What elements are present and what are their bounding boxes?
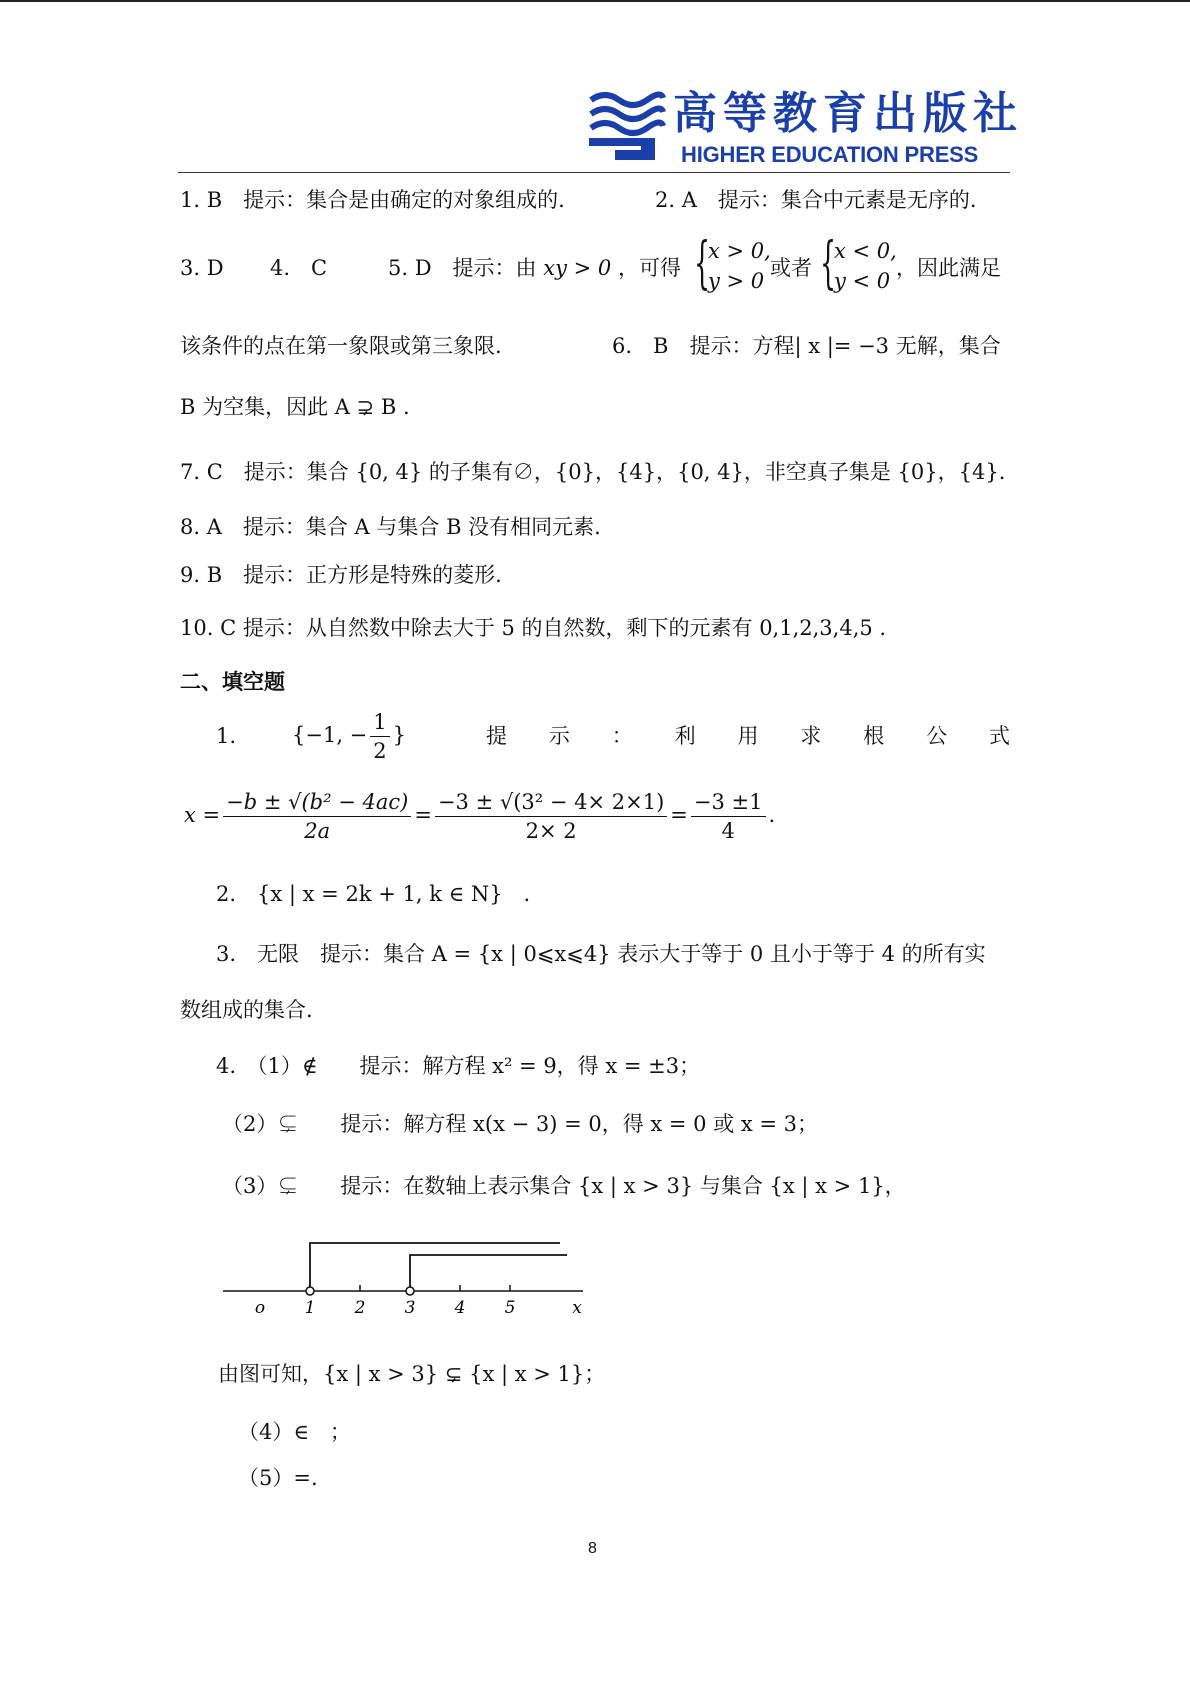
fill-1-set-pre: {−1, − xyxy=(292,723,368,747)
hint-char: 求 xyxy=(800,724,822,748)
system-1-row-1: x > 0, xyxy=(708,239,771,263)
fill-4-5: （5）=. xyxy=(238,1466,318,1490)
fill-1-hint xyxy=(486,722,1010,750)
number-line-label: o xyxy=(254,1298,266,1318)
set-ray-x-gt-1 xyxy=(310,1243,560,1287)
hint-char: 式 xyxy=(989,724,1010,748)
system-1: { x > 0, y > 0 xyxy=(694,231,771,296)
fill-1-num: 1. xyxy=(216,724,237,748)
top-border xyxy=(0,0,1190,2)
answer-8: 8. A 提示：集合 A 与集合 B 没有相同元素. xyxy=(180,515,601,539)
hint-char: 根 xyxy=(863,724,885,748)
answer-1: 1. B 提示：集合是由确定的对象组成的. xyxy=(180,188,565,212)
publisher-name-cn: 高等教育出版社 xyxy=(673,88,1023,139)
fill-1-set xyxy=(292,708,406,765)
answer-5-text: 5. D 提示：由 xyxy=(388,256,537,280)
answer-5-cont: ，可得 xyxy=(617,256,681,280)
system-2: { x < 0, y < 0 xyxy=(820,231,897,296)
page-number: 8 xyxy=(588,1540,597,1557)
formula-frac-3-num: −3 ±1 xyxy=(691,788,766,817)
formula-frac-1-num: −b ± √(b² − 4ac) xyxy=(223,788,411,817)
answer-5-cont2: 该条件的点在第一象限或第三象限. xyxy=(180,334,502,358)
system-2-row-2: y < 0 xyxy=(834,269,891,293)
answer-2: 2. A 提示：集合中元素是无序的. xyxy=(655,188,977,212)
set-ray-x-gt-3 xyxy=(410,1255,567,1287)
system-2-row-1: x < 0, xyxy=(834,239,897,263)
answer-7: 7. C 提示：集合 {0, 4} 的子集有∅，{0}，{4}，{0, 4}，非空真子集是 {0}，{4}. xyxy=(180,460,1006,484)
fill-4-4: （4）∈ ； xyxy=(238,1420,351,1444)
publisher-emblem-icon xyxy=(585,88,667,168)
formula-eq-3: = xyxy=(670,803,688,827)
number-line-label: 4 xyxy=(454,1298,466,1318)
fill-3-cont: 数组成的集合. xyxy=(180,998,313,1022)
number-line-label: 1 xyxy=(304,1298,316,1318)
answer-6: 6. B 提示：方程| x |= −3 无解，集合 xyxy=(612,334,1001,358)
system-1-row-2: y > 0 xyxy=(708,269,765,293)
answer-5 xyxy=(388,254,681,282)
number-line-label: 5 xyxy=(504,1298,516,1318)
fill-4-1: 4. （1）∉ 提示：解方程 x² = 9，得 x = ±3； xyxy=(216,1054,701,1078)
hint-char: 示 xyxy=(548,724,570,748)
hint-char: 利 xyxy=(674,724,696,748)
number-line-label: 3 xyxy=(404,1298,416,1318)
answer-3: 3. D xyxy=(180,256,224,280)
fill-1-set-num: 1 xyxy=(370,708,389,737)
answer-10: 10. C 提示：从自然数中除去大于 5 的自然数，剩下的元素有 0,1,2,3,4,5 . xyxy=(180,616,887,640)
answer-4: 4. C xyxy=(270,256,328,280)
section-heading: 二、填空题 xyxy=(180,670,285,694)
header-rule xyxy=(178,172,1010,173)
formula-lhs: x = xyxy=(184,803,221,827)
hint-char: ： xyxy=(611,724,633,748)
publisher-name-en: HIGHER EDUCATION PRESS xyxy=(681,142,979,167)
answer-5-end: ，因此满足 xyxy=(896,256,1001,280)
fill-4-3: （3）⊊ 提示：在数轴上表示集合 {x | x > 3} 与集合 {x | x > 1}， xyxy=(222,1174,906,1198)
publisher-logo xyxy=(585,88,1023,170)
fill-2: 2. {x | x = 2k + 1, k ∈ N} . xyxy=(216,882,531,906)
answer-5-expr: xy > 0 xyxy=(543,256,612,280)
formula-frac-1-den: 2a xyxy=(304,819,331,843)
formula-frac-2-num: −3 ± √(3² − 4× 2×1) xyxy=(435,788,667,817)
formula-frac-2-den: 2× 2 xyxy=(525,819,577,843)
fill-1-set-den: 2 xyxy=(373,739,387,763)
answer-9: 9. B 提示：正方形是特殊的菱形. xyxy=(180,563,502,587)
open-endpoint-3 xyxy=(406,1287,414,1295)
formula-eq-2: = xyxy=(414,803,432,827)
or-text: 或者 xyxy=(770,256,812,280)
fill-4-2: （2）⊊ 提示：解方程 x(x − 3) = 0，得 x = 0 或 x = 3； xyxy=(222,1112,819,1136)
conclusion: 由图可知，{x | x > 3} ⊊ {x | x > 1}； xyxy=(218,1362,606,1386)
answer-6-cont: B 为空集，因此 A ⊋ B . xyxy=(180,395,410,419)
hint-char: 用 xyxy=(737,724,759,748)
formula-end: . xyxy=(768,803,776,827)
hint-char: 公 xyxy=(926,724,948,748)
hint-char: 提 xyxy=(486,724,507,748)
number-line-figure xyxy=(215,1240,595,1325)
fill-1-set-post: } xyxy=(392,723,407,747)
fill-3: 3. 无限 提示：集合 A = {x | 0⩽x⩽4} 表示大于等于 0 且小于等于 4 的所有实 xyxy=(216,942,986,966)
formula-frac-3-den: 4 xyxy=(721,819,735,843)
quadratic-formula xyxy=(184,788,775,845)
number-line-label: 2 xyxy=(354,1298,366,1318)
open-endpoint-1 xyxy=(306,1287,314,1295)
number-line-label: x xyxy=(572,1298,582,1318)
